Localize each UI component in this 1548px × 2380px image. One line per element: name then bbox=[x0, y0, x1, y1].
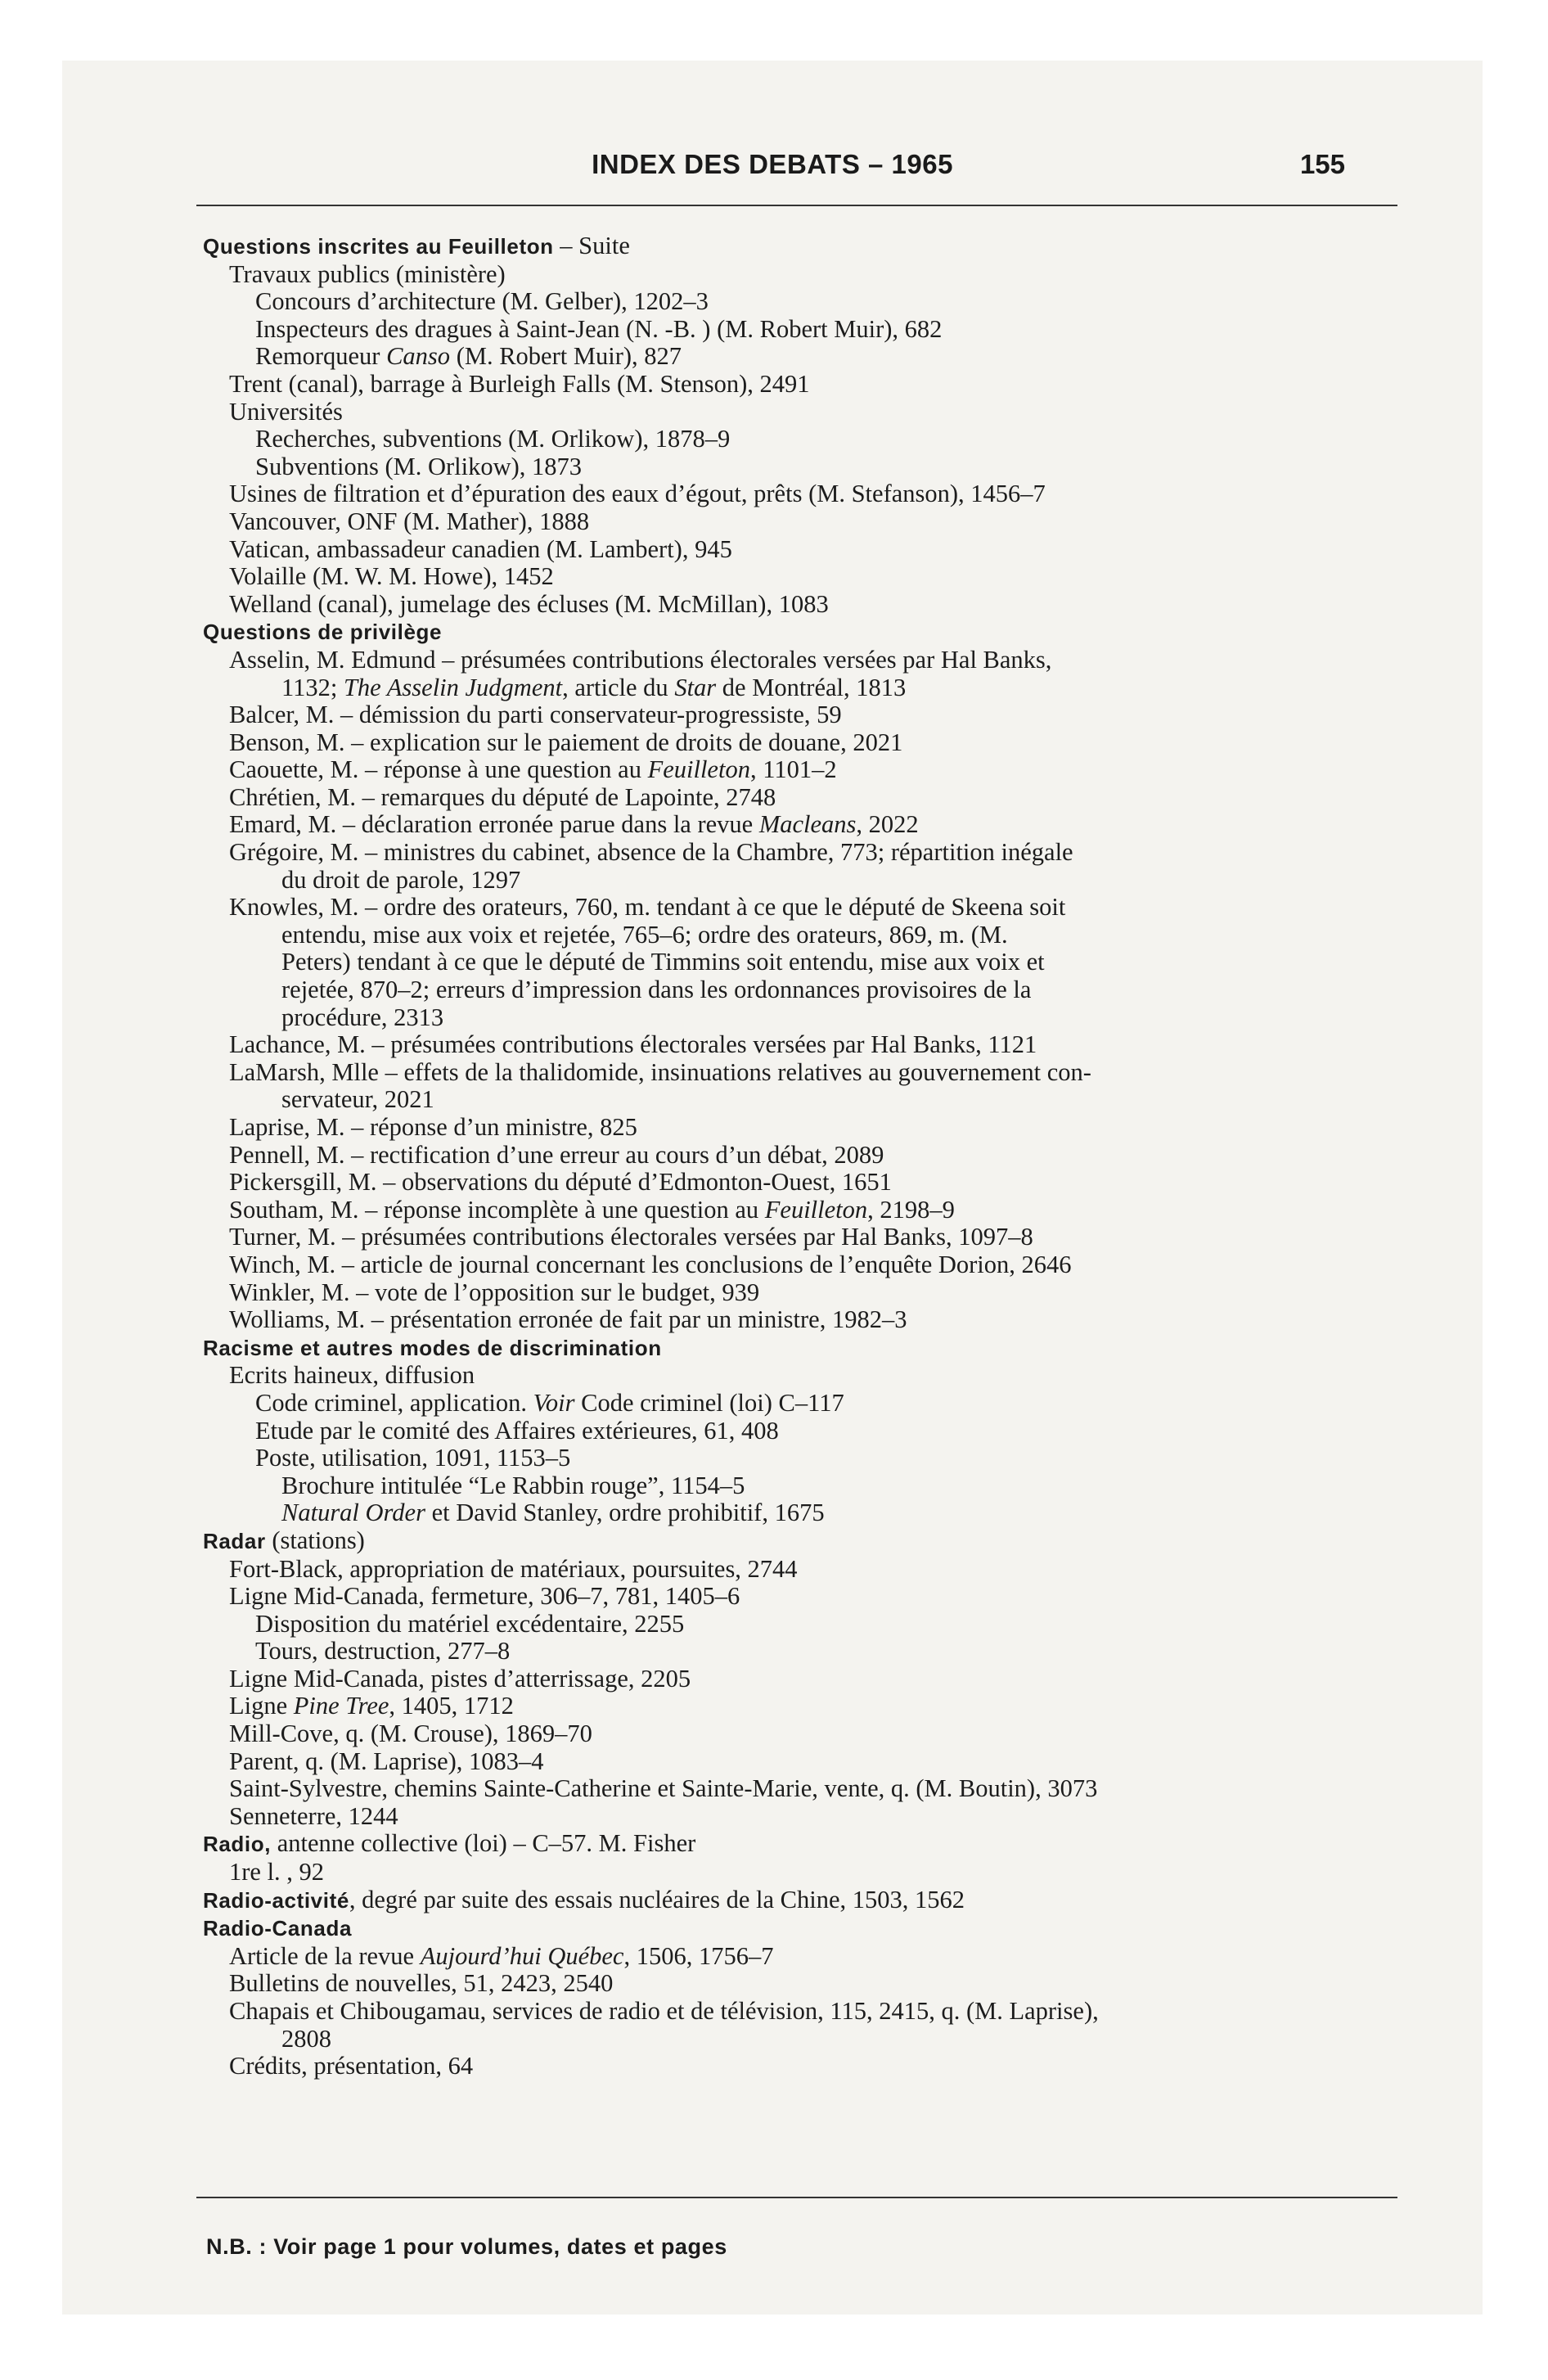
entry-text: , 2022 bbox=[856, 810, 919, 839]
index-entry bbox=[203, 894, 1406, 922]
index-entry bbox=[203, 1362, 1406, 1390]
entry-text: Laprise, M. – réponse d’un ministre, 825 bbox=[229, 1113, 637, 1141]
entry-text: Emard, M. – déclaration erronée parue dans la revue bbox=[229, 810, 759, 839]
entry-text: Pennell, M. – rectification d’une erreur au cours d’un débat, 2089 bbox=[229, 1140, 884, 1169]
page-title: INDEX DES DEBATS – 1965 bbox=[592, 149, 953, 179]
index-entry bbox=[203, 1998, 1406, 2026]
entry-heading: Radio-activité bbox=[203, 1887, 349, 1913]
entry-text: , 2198–9 bbox=[867, 1195, 955, 1224]
index-entry bbox=[203, 1169, 1406, 1197]
index-entry bbox=[203, 1445, 1406, 1472]
index-entry bbox=[203, 784, 1406, 812]
entry-text: Etude par le comité des Affaires extérieures, 61, 408 bbox=[255, 1416, 779, 1445]
entry-italic-text: Aujourd’hui Québec bbox=[420, 1941, 624, 1970]
entry-italic-text: Star bbox=[674, 673, 717, 701]
entry-text: Bulletins de nouvelles, 51, 2423, 2540 bbox=[229, 1969, 614, 1998]
index-entry bbox=[203, 674, 1406, 702]
entry-italic-text: Natural Order bbox=[281, 1499, 425, 1527]
index-entry bbox=[203, 480, 1406, 508]
entry-heading: Questions inscrites au Feuilleton bbox=[203, 234, 554, 259]
entry-text: entendu, mise aux voix et rejetée, 765–6; ordre des orateurs, 869, m. (M. bbox=[281, 920, 1008, 949]
index-entry bbox=[203, 1059, 1406, 1087]
index-content bbox=[203, 232, 1406, 2080]
entry-text: Saint-Sylvestre, chemins Sainte-Catherine et Sainte-Marie, vente, q. (M. Boutin), 3073 bbox=[229, 1774, 1098, 1803]
page-number: 155 bbox=[1299, 149, 1345, 179]
index-entry bbox=[203, 426, 1406, 453]
entry-text: Vatican, ambassadeur canadien (M. Lambert), 945 bbox=[229, 534, 732, 563]
index-entry bbox=[203, 399, 1406, 426]
index-entry bbox=[203, 1306, 1406, 1334]
page-header bbox=[62, 149, 1483, 187]
entry-text: Article de la revue bbox=[229, 1941, 421, 1970]
index-entry bbox=[203, 1970, 1406, 1998]
entry-text: 2808 bbox=[281, 2024, 331, 2053]
index-entry bbox=[203, 867, 1406, 895]
entry-text: Winch, M. – article de journal concernant les conclusions de l’enquête Dorion, 2646 bbox=[229, 1250, 1072, 1278]
index-entry bbox=[203, 1251, 1406, 1279]
entry-text: procédure, 2313 bbox=[281, 1003, 444, 1031]
index-entry bbox=[203, 839, 1406, 867]
index-entry bbox=[203, 1611, 1406, 1639]
footer-note: N.B. : Voir page 1 pour volumes, dates et pages bbox=[206, 2234, 727, 2259]
index-entry bbox=[203, 1556, 1406, 1584]
entry-text: , 1405, 1712 bbox=[389, 1692, 514, 1720]
index-entry bbox=[203, 1086, 1406, 1114]
index-entry bbox=[203, 1943, 1406, 1971]
index-entry bbox=[203, 1775, 1406, 1803]
page-sheet bbox=[62, 61, 1483, 2315]
entry-text: du droit de parole, 1297 bbox=[281, 865, 521, 894]
index-entry bbox=[203, 1390, 1406, 1418]
index-heading-entry bbox=[203, 618, 1406, 647]
entry-text: Knowles, M. – ordre des orateurs, 760, m. tendant à ce que le député de Skeena soit bbox=[229, 893, 1066, 922]
entry-text: Ligne Mid-Canada, pistes d’atterrissage, 2205 bbox=[229, 1664, 691, 1693]
entry-text: Southam, M. – réponse incomplète à une question au bbox=[229, 1195, 765, 1224]
index-entry bbox=[203, 647, 1406, 674]
index-entry bbox=[203, 1499, 1406, 1527]
entry-text: Asselin, M. Edmund – présumées contributions électorales versées par Hal Banks, bbox=[229, 645, 1052, 674]
entry-italic-text: Feuilleton bbox=[647, 755, 750, 784]
entry-italic-text: Feuilleton bbox=[764, 1195, 868, 1224]
entry-text: Parent, q. (M. Laprise), 1083–4 bbox=[229, 1747, 544, 1775]
index-heading-entry bbox=[203, 1886, 1406, 1915]
entry-text: Mill-Cove, q. (M. Crouse), 1869–70 bbox=[229, 1720, 592, 1748]
entry-text: Recherches, subventions (M. Orlikow), 1878–9 bbox=[255, 425, 731, 453]
entry-text: Universités bbox=[229, 397, 343, 426]
index-entry bbox=[203, 288, 1406, 316]
index-entry bbox=[203, 563, 1406, 591]
index-entry bbox=[203, 729, 1406, 757]
index-entry bbox=[203, 1859, 1406, 1886]
entry-text: Concours d’architecture (M. Gelber), 1202–3 bbox=[255, 287, 709, 316]
index-heading-entry bbox=[203, 1830, 1406, 1859]
entry-text: et David Stanley, ordre prohibitif, 1675 bbox=[425, 1499, 825, 1527]
entry-text: Remorqueur bbox=[255, 342, 387, 371]
entry-text: Volaille (M. W. M. Howe), 1452 bbox=[229, 562, 554, 591]
entry-text: Ligne bbox=[229, 1692, 294, 1720]
entry-text: (M. Robert Muir), 827 bbox=[450, 342, 682, 371]
index-entry bbox=[203, 976, 1406, 1004]
entry-text: rejetée, 870–2; erreurs d’impression dans les ordonnances provisoires de la bbox=[281, 976, 1032, 1004]
entry-text: , degré par suite des essais nucléaires de la Chine, 1503, 1562 bbox=[349, 1885, 965, 1913]
entry-text: Poste, utilisation, 1091, 1153–5 bbox=[255, 1444, 571, 1472]
entry-text: (stations) bbox=[265, 1526, 365, 1554]
index-entry bbox=[203, 261, 1406, 289]
entry-text: antenne collective (loi) – C–57. M. Fisher bbox=[271, 1829, 696, 1858]
index-entry bbox=[203, 949, 1406, 976]
index-entry bbox=[203, 453, 1406, 481]
index-entry bbox=[203, 1583, 1406, 1611]
entry-text: Code criminel (loi) C–117 bbox=[574, 1388, 844, 1417]
index-entry bbox=[203, 1418, 1406, 1445]
entry-text: , article du bbox=[562, 673, 675, 701]
entry-text: Balcer, M. – démission du parti conservateur-progressiste, 59 bbox=[229, 701, 842, 729]
index-entry bbox=[203, 343, 1406, 371]
entry-text: servateur, 2021 bbox=[281, 1085, 434, 1114]
entry-text: Benson, M. – explication sur le paiement de droits de douane, 2021 bbox=[229, 728, 903, 756]
entry-text: Usines de filtration et d’épuration des eaux d’égout, prêts (M. Stefanson), 1456–7 bbox=[229, 480, 1046, 508]
entry-text: Travaux publics (ministère) bbox=[229, 259, 506, 288]
index-entry bbox=[203, 508, 1406, 536]
index-entry bbox=[203, 2026, 1406, 2053]
entry-text: – Suite bbox=[553, 232, 630, 259]
entry-text: Caouette, M. – réponse à une question au bbox=[229, 755, 648, 784]
entry-text: Welland (canal), jumelage des écluses (M. McMillan), 1083 bbox=[229, 589, 829, 618]
entry-text: Brochure intitulée “Le Rabbin rouge”, 1154–5 bbox=[281, 1471, 745, 1499]
entry-italic-text: Voir bbox=[533, 1388, 575, 1417]
entry-italic-text: Pine Tree bbox=[293, 1692, 389, 1720]
index-entry bbox=[203, 1666, 1406, 1693]
index-entry bbox=[203, 1472, 1406, 1500]
index-entry bbox=[203, 811, 1406, 839]
index-entry bbox=[203, 1279, 1406, 1307]
entry-text: Code criminel, application. bbox=[255, 1388, 533, 1417]
entry-text: Turner, M. – présumées contributions électorales versées par Hal Banks, 1097–8 bbox=[229, 1223, 1033, 1251]
entry-text: Winkler, M. – vote de l’opposition sur le budget, 939 bbox=[229, 1278, 760, 1306]
index-heading-entry bbox=[203, 232, 1406, 261]
header-rule bbox=[196, 205, 1397, 206]
entry-text: LaMarsh, Mlle – effets de la thalidomide, insinuations relatives au gouvernement con- bbox=[229, 1057, 1091, 1086]
entry-text: Disposition du matériel excédentaire, 2255 bbox=[255, 1609, 685, 1638]
index-entry bbox=[203, 1197, 1406, 1224]
index-entry bbox=[203, 536, 1406, 564]
index-heading-entry bbox=[203, 1334, 1406, 1363]
entry-text: Chapais et Chibougamau, services de radio et de télévision, 115, 2415, q. (M. Laprise), bbox=[229, 1997, 1099, 2025]
entry-text: Trent (canal), barrage à Burleigh Falls (M. Stenson), 2491 bbox=[229, 369, 810, 398]
index-entry bbox=[203, 1224, 1406, 1251]
entry-text: Grégoire, M. – ministres du cabinet, absence de la Chambre, 773; répartition inégale bbox=[229, 838, 1073, 867]
index-entry bbox=[203, 756, 1406, 784]
entry-text: 1132; bbox=[281, 673, 344, 701]
entry-text: , 1506, 1756–7 bbox=[623, 1941, 774, 1970]
footer-rule bbox=[196, 2197, 1397, 2198]
entry-heading: Radar bbox=[203, 1528, 266, 1553]
index-entry bbox=[203, 1693, 1406, 1720]
entry-text: Inspecteurs des dragues à Saint-Jean (N. -B. ) (M. Robert Muir), 682 bbox=[255, 314, 943, 343]
entry-heading: Radio, bbox=[203, 1832, 272, 1857]
index-heading-entry bbox=[203, 1527, 1406, 1556]
index-entry bbox=[203, 1638, 1406, 1666]
entry-text: Tours, destruction, 277–8 bbox=[255, 1637, 511, 1666]
entry-text: Peters) tendant à ce que le député de Timmins soit entendu, mise aux voix et bbox=[281, 948, 1045, 976]
entry-text: Wolliams, M. – présentation erronée de fait par un ministre, 1982–3 bbox=[229, 1305, 907, 1334]
index-entry bbox=[203, 591, 1406, 619]
entry-text: , 1101–2 bbox=[749, 755, 837, 784]
entry-text: Ligne Mid-Canada, fermeture, 306–7, 781, 1405–6 bbox=[229, 1582, 740, 1611]
index-heading-entry bbox=[203, 1914, 1406, 1943]
entry-text: Vancouver, ONF (M. Mather), 1888 bbox=[229, 507, 590, 535]
index-entry bbox=[203, 1720, 1406, 1748]
index-entry bbox=[203, 1142, 1406, 1170]
entry-text: Pickersgill, M. – observations du député d’Edmonton-Ouest, 1651 bbox=[229, 1168, 892, 1197]
index-entry bbox=[203, 2053, 1406, 2080]
entry-text: de Montréal, 1813 bbox=[716, 673, 907, 701]
entry-text: Senneterre, 1244 bbox=[229, 1801, 398, 1830]
index-entry bbox=[203, 1114, 1406, 1142]
entry-heading: Radio-Canada bbox=[203, 1916, 353, 1941]
entry-italic-text: The Asselin Judgment bbox=[343, 673, 563, 701]
entry-heading: Questions de privilège bbox=[203, 620, 443, 645]
index-entry bbox=[203, 701, 1406, 729]
entry-text: Chrétien, M. – remarques du député de Lapointe, 2748 bbox=[229, 782, 776, 811]
index-entry bbox=[203, 1004, 1406, 1032]
index-entry bbox=[203, 1031, 1406, 1059]
entry-text: 1re l. , 92 bbox=[229, 1858, 325, 1886]
index-entry bbox=[203, 1748, 1406, 1776]
index-entry bbox=[203, 1803, 1406, 1831]
index-entry bbox=[203, 371, 1406, 399]
entry-text: Ecrits haineux, diffusion bbox=[229, 1361, 475, 1390]
entry-italic-text: Canso bbox=[386, 342, 451, 371]
entry-text: Fort-Black, appropriation de matériaux, poursuites, 2744 bbox=[229, 1554, 798, 1583]
entry-text: Subventions (M. Orlikow), 1873 bbox=[255, 452, 583, 480]
index-entry bbox=[203, 316, 1406, 344]
entry-italic-text: Macleans bbox=[758, 810, 857, 839]
entry-heading: Racisme et autres modes de discrimination bbox=[203, 1335, 662, 1360]
entry-text: Crédits, présentation, 64 bbox=[229, 2052, 474, 2080]
entry-text: Lachance, M. – présumées contributions électorales versées par Hal Banks, 1121 bbox=[229, 1030, 1037, 1059]
index-entry bbox=[203, 922, 1406, 949]
